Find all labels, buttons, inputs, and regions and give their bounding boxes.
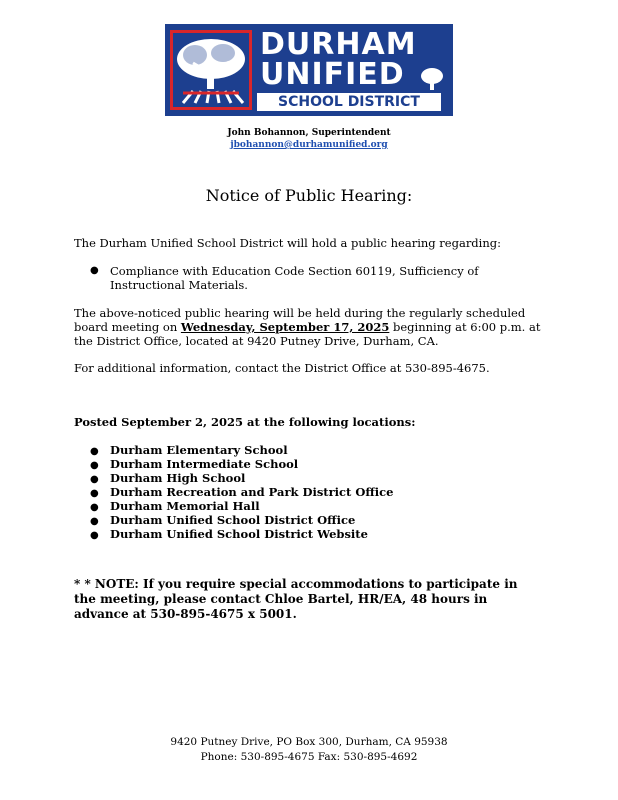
bullet-dot-icon: ●	[90, 530, 99, 541]
hearing-topic: Compliance with Education Code Section 60119, Sufficiency of Instructional Materials.	[110, 264, 479, 292]
district-logo	[165, 24, 453, 116]
small-tree-icon	[419, 66, 445, 92]
bullet-dot-icon: ●	[90, 446, 99, 457]
page-title: Notice of Public Hearing:	[205, 186, 413, 205]
posted-heading: Posted September 2, 2025 at the following locations:	[74, 415, 416, 429]
oak-tree-icon	[173, 33, 249, 107]
location-item: ● Durham Unified School District Office	[90, 513, 356, 527]
logo-word-unified: UNIFIED	[260, 57, 405, 92]
meeting-date: Wednesday, September 17, 2025	[180, 320, 390, 334]
location-item: ● Durham High School	[90, 471, 246, 485]
location-item: ● Durham Recreation and Park District Office	[90, 485, 394, 499]
bullet-dot-icon: ●	[90, 488, 99, 499]
meeting-text-pre: The above-noticed public hearing will be held during the regularly scheduled board meeting on	[74, 306, 526, 334]
meeting-paragraph	[74, 306, 544, 348]
logo-tree-frame	[170, 30, 252, 110]
bullet-dot-icon: ●	[90, 516, 99, 527]
location-item: ● Durham Elementary School	[90, 443, 288, 457]
bullet-dot-icon: ●	[90, 460, 99, 471]
logo-word-durham: DURHAM	[260, 27, 417, 62]
bullet-dot-icon: ●	[90, 502, 99, 513]
bullet-dot-icon: ●	[90, 265, 99, 276]
location-item: ● Durham Memorial Hall	[90, 499, 260, 513]
footer-phone: Phone: 530-895-4675 Fax: 530-895-4692	[200, 751, 418, 763]
contact-paragraph: For additional information, contact the District Office at 530-895-4675.	[74, 361, 490, 375]
accommodation-note: * * NOTE: If you require special accommodations to participate in the meeting, please contact Chloe Bartel, HR/EA, 48 hours in advance at 530-895-4675 x 5001.	[74, 577, 518, 621]
bullet-dot-icon: ●	[90, 474, 99, 485]
footer-address: 9420 Putney Drive, PO Box 300, Durham, CA 95938	[170, 736, 448, 748]
location-item: ● Durham Unified School District Website	[90, 527, 368, 541]
superintendent-email-link[interactable]: jbohannon@durhamunified.org	[230, 140, 388, 150]
meeting-text-post: beginning at 6:00 p.m. at the District Office, located at 9420 Putney Drive, Durham, CA.	[74, 320, 541, 348]
superintendent-name: John Bohannon, Superintendent	[227, 128, 391, 138]
intro-paragraph: The Durham Unified School District will hold a public hearing regarding:	[74, 236, 501, 250]
location-item: ● Durham Intermediate School	[90, 457, 299, 471]
logo-school-district: SCHOOL DISTRICT	[257, 93, 441, 111]
